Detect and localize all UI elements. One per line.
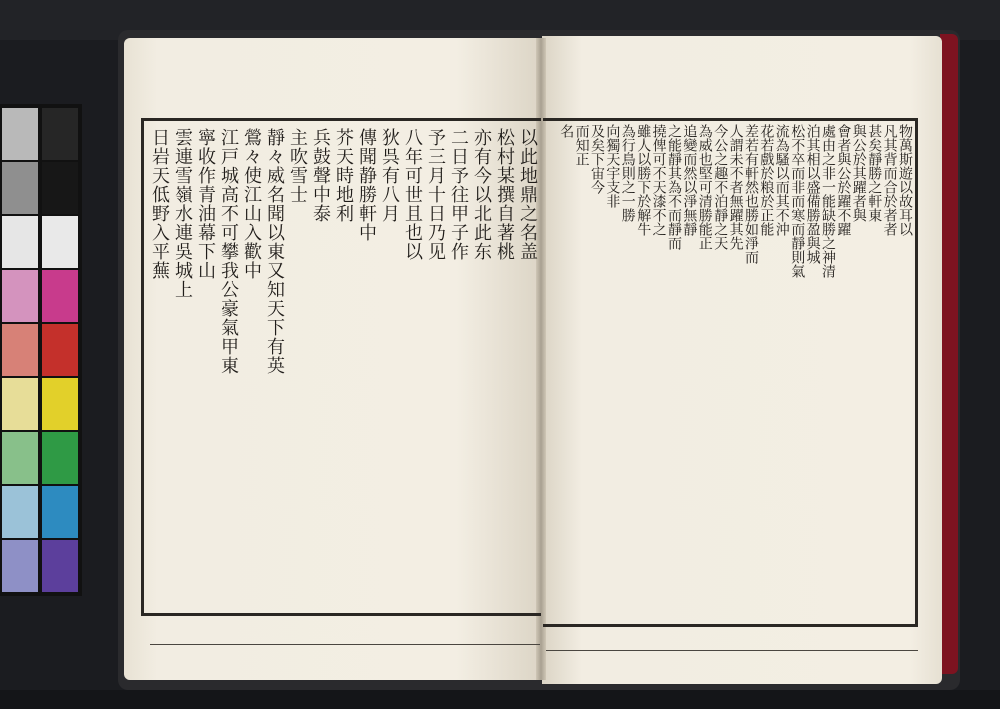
- text-column: 兵鼓聲中泰: [310, 128, 331, 223]
- text-column: 差若有軒然也勝如淨而: [743, 124, 759, 264]
- book-cover-edge: [940, 34, 958, 674]
- right-bottom-rule: [546, 650, 918, 651]
- text-column: 追變而然以淨無靜: [681, 124, 698, 236]
- text-column: 處由之非一能缺勝之神清: [820, 124, 836, 278]
- text-column: 予三月十日乃见: [425, 128, 446, 261]
- text-column: 流為騷以而其不沖: [773, 124, 790, 236]
- text-column: 向獨天宇支非: [604, 124, 621, 208]
- color-swatch: [42, 162, 78, 214]
- text-column: 鶯々使江山入歡中: [241, 128, 262, 280]
- color-swatch: [42, 486, 78, 538]
- text-column: 松不卒而非而寒而靜則氣: [789, 124, 806, 278]
- color-swatch: [2, 378, 38, 430]
- text-column: 芥天時地利: [333, 128, 354, 223]
- color-swatch: [2, 162, 38, 214]
- color-swatch: [2, 432, 38, 484]
- text-column: 松村某撰自著桃: [494, 128, 515, 261]
- text-column: 為威也堅可清勝能正: [696, 124, 713, 250]
- text-column: 今公之趣不泊靜之天: [712, 124, 729, 250]
- text-column: 雖人以勝下於解牛: [635, 124, 652, 236]
- color-swatch: [42, 432, 78, 484]
- color-swatch: [42, 324, 78, 376]
- text-column: 甚矣靜勝之軒東: [866, 124, 883, 222]
- text-column: 人謂未不者無躍其先: [727, 124, 744, 250]
- text-column: 之能靜其為不而靜而: [666, 124, 682, 250]
- text-column: 凡其背而合於者者: [881, 124, 898, 236]
- color-swatch: [2, 324, 38, 376]
- text-column: 名: [558, 124, 575, 138]
- color-swatch: [42, 216, 78, 268]
- text-column: 及矣下宙今: [589, 124, 605, 194]
- color-checker-card: [0, 104, 82, 596]
- color-swatch: [42, 270, 78, 322]
- text-column: 傳聞静勝軒中: [356, 128, 377, 242]
- text-column: 而知正: [573, 124, 590, 166]
- text-column: 靜々威名聞以東又知天下有英: [264, 128, 285, 375]
- text-column: 為行鳥則之一勝: [619, 124, 636, 222]
- color-swatch: [2, 108, 38, 160]
- text-column: 八年可世且也以: [402, 128, 423, 261]
- text-column: 雲連雪嶺水連吳城上: [172, 128, 193, 299]
- text-column: 二日予往甲子作: [448, 128, 469, 261]
- color-swatch: [2, 216, 38, 268]
- desk-background-bottom: [0, 690, 1000, 709]
- color-swatch: [2, 270, 38, 322]
- color-swatch: [2, 486, 38, 538]
- text-column: 花若戲於粮於正能: [758, 124, 775, 236]
- color-swatch: [2, 540, 38, 592]
- color-swatch: [42, 108, 78, 160]
- color-swatch: [42, 540, 78, 592]
- text-column: 會者與公於躍不躍: [835, 124, 852, 236]
- text-column: 主吹雪士: [287, 128, 308, 204]
- text-column: 物萬斯遊以故耳以: [897, 124, 913, 236]
- text-column: 江戸城高不可攀我公豪氣甲東: [218, 128, 239, 375]
- text-column: 以此地鼎之名盖: [517, 128, 538, 261]
- color-swatch: [42, 378, 78, 430]
- text-column: 泊其相以盛備勝盈與城: [804, 124, 821, 264]
- left-bottom-rule: [150, 644, 540, 645]
- text-column: 狄呉有八月: [379, 128, 400, 223]
- text-column: 亦有今以北此东: [471, 128, 492, 261]
- text-column: 撓俾可不天漆不之: [650, 124, 667, 236]
- text-column: 日岩天低野入平蕪: [149, 128, 170, 280]
- text-column: 與公於其躍者與: [850, 124, 867, 222]
- text-column: 寧收作青油幕下山: [195, 128, 216, 280]
